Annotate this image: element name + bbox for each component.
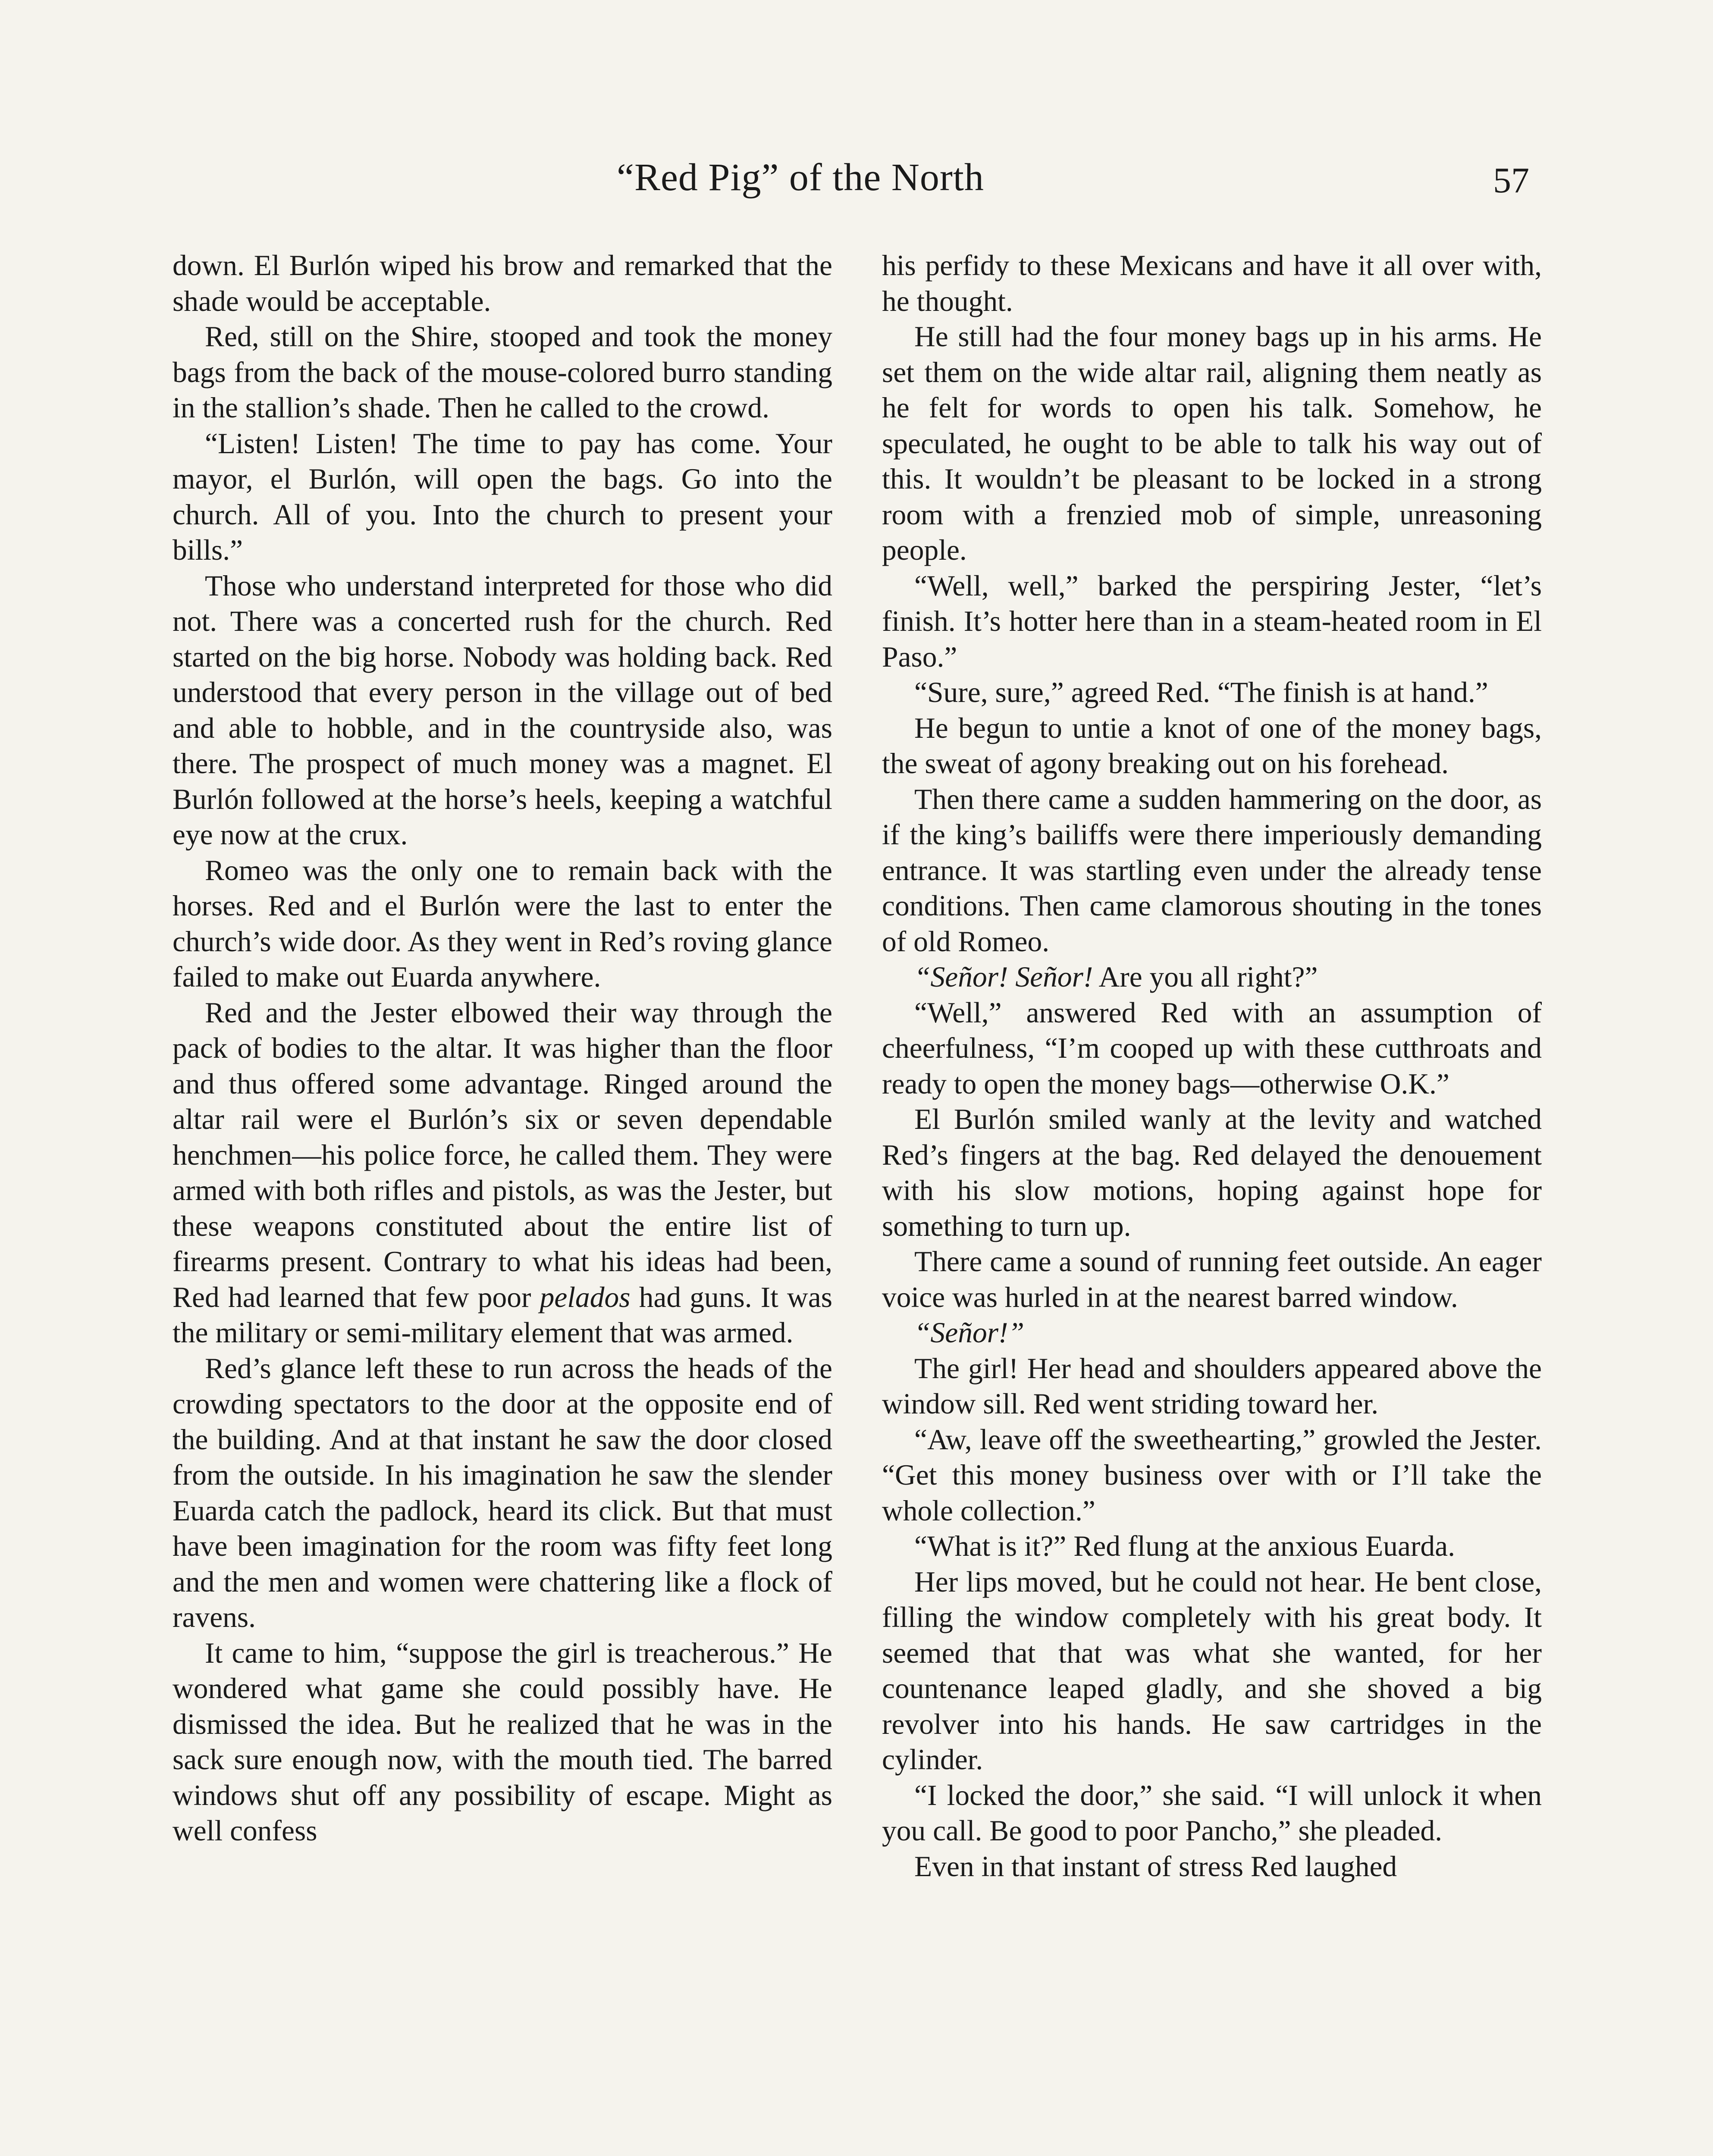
paragraph: The girl! Her head and shoulders appeared above the window sill. Red went striding toward her. <box>882 1352 1542 1420</box>
paragraph: “Well,” answered Red with an assumption of cheerfulness, “I’m cooped up with these cutthroats and ready to open the money bags—otherwise O.K.” <box>882 996 1542 1100</box>
page-number: 57 <box>1493 160 1529 201</box>
right-column <box>882 248 1542 1884</box>
paragraph: Red’s glance left these to run across the heads of the crowding spectators to the door at the opposite end of the building. And at that instant he saw the door closed from the outside. In his imagination he saw the slender Euarda catch the padlock, heard its click. But that must have been imagination for the room was fifty feet long and the men and women were chattering like a flock of ravens. <box>173 1352 832 1633</box>
paragraph: “Well, well,” barked the perspiring Jester, “let’s finish. It’s hotter here than in a steam-heated room in El Paso.” <box>882 569 1542 673</box>
paragraph: There came a sound of running feet outside. An eager voice was hurled in at the nearest barred window. <box>882 1245 1542 1313</box>
paragraph: “I locked the door,” she said. “I will unlock it when you call. Be good to poor Pancho,” she pleaded. <box>882 1779 1542 1847</box>
paragraph: Then there came a sudden hammering on the door, as if the king’s bailiffs were there imperiously demanding entrance. It was startling even under the already tense conditions. Then came clamorous shouting in the tones of old Romeo. <box>882 783 1542 958</box>
running-title: “Red Pig” of the North <box>617 156 984 199</box>
paragraph: his perfidy to these Mexicans and have it all over with, he thought. <box>882 249 1542 317</box>
paragraph-text: Red and the Jester elbowed their way through the pack of bodies to the altar. It was higher than the floor and thus offered some advantage. Ringed around the altar rail were el Burlón’s six or seven dependable henchmen—his police force, he called them. They were armed with both rifles and pistols, as was the Jester, but these weapons constituted about the entire list of firearms present. Contrary to what his ideas had been, Red had learned that few poor <box>173 996 832 1313</box>
paragraph: “Aw, leave off the sweethearting,” growled the Jester. “Get this money business over with or I’ll take the whole collection.” <box>882 1423 1542 1527</box>
italic-exclamation: “Señor!” <box>914 1316 1025 1349</box>
paragraph: Romeo was the only one to remain back with the horses. Red and el Burlón were the last to enter the church’s wide door. As they went in Red’s roving glance failed to make out Euarda anywhere. <box>173 854 832 993</box>
italic-exclamation: “Señor! Señor! <box>914 961 1093 993</box>
paragraph: Her lips moved, but he could not hear. He bent close, filling the window completely with his great body. It seemed that that was what she wanted, for her countenance leaped gladly, and she shoved a big revolver into his hands. He saw cartridges in the cylinder. <box>882 1565 1542 1776</box>
italic-word: pelados <box>540 1281 631 1313</box>
paragraph: Red, still on the Shire, stooped and took the money bags from the back of the mouse-colored burro standing in the stallion’s shade. Then he called to the crowd. <box>173 320 832 424</box>
paragraph <box>882 959 1542 995</box>
paragraph: He still had the four money bags up in his arms. He set them on the wide altar rail, aligning them neatly as he felt for words to open his talk. Somehow, he speculated, he ought to be able to talk his way out of this. It wouldn’t be pleasant to be locked in a strong room with a frenzied mob of simple, unreasoning people. <box>882 320 1542 566</box>
paragraph: “Listen! Listen! The time to pay has come. Your mayor, el Burlón, will open the bags. Go into the church. All of you. Into the church to present your bills.” <box>173 427 832 566</box>
paragraph: It came to him, “suppose the girl is treacherous.” He wondered what game she could possibly have. He dismissed the idea. But he realized that he was in the sack sure enough now, with the mouth tied. The barred windows shut off any possibility of escape. Might as well confess <box>173 1636 832 1847</box>
paragraph: down. El Burlón wiped his brow and remarked that the shade would be acceptable. <box>173 249 832 317</box>
paragraph <box>882 1315 1542 1351</box>
paragraph: Those who understand interpreted for those who did not. There was a concerted rush for the church. Red started on the big horse. Nobody was holding back. Red understood that every person in the village out of bed and able to hobble, and in the countryside also, was there. The prospect of much money was a magnet. El Burlón followed at the horse’s heels, keeping a watchful eye now at the crux. <box>173 569 832 851</box>
paragraph: Even in that instant of stress Red laughed <box>914 1850 1397 1883</box>
paragraph: “What is it?” Red flung at the anxious Euarda. <box>914 1530 1455 1562</box>
paragraph-text: had guns. It was the military or semi-military element that was armed. <box>173 1281 833 1349</box>
paragraph <box>173 995 832 1351</box>
paragraph: El Burlón smiled wanly at the levity and watched Red’s fingers at the bag. Red delayed the denouement with his slow motions, hoping against hope for something to turn up. <box>882 1103 1542 1242</box>
paragraph: He begun to untie a knot of one of the money bags, the sweat of agony breaking out on his forehead. <box>882 711 1542 780</box>
paragraph: “Sure, sure,” agreed Red. “The finish is at hand.” <box>914 676 1488 708</box>
paragraph-text: Are you all right?” <box>1093 961 1318 993</box>
left-column <box>173 248 832 1849</box>
